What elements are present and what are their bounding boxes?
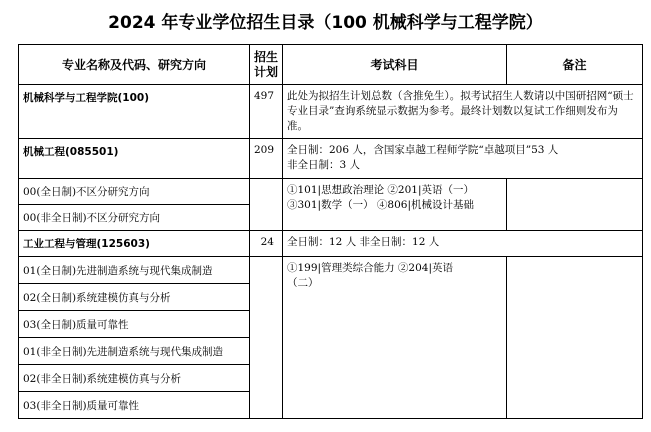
major-name: 工业工程与管理(125603) <box>19 231 250 257</box>
header-quota-line-1: 招生 <box>253 49 278 64</box>
empty-cell <box>250 179 283 231</box>
empty-cell <box>250 257 283 419</box>
direction-item: 00(非全日制)不区分研究方向 <box>19 205 250 231</box>
direction-item: 00(全日制)不区分研究方向 <box>19 179 250 205</box>
school-row <box>19 85 643 139</box>
page-title: 2024 年专业学位招生目录（100 机械科学与工程学院） <box>108 13 543 33</box>
major-quota: 24 <box>250 231 283 257</box>
header-quota-line-2: 计划 <box>253 64 278 79</box>
direction-item: 02(非全日制)系统建模仿真与分析 <box>19 365 250 392</box>
direction-item: 02(全日制)系统建模仿真与分析 <box>19 284 250 311</box>
direction-item: 03(全日制)质量可靠性 <box>19 311 250 338</box>
note-cell <box>507 179 643 231</box>
header-exam: 考试科目 <box>283 45 507 85</box>
school-text: 此处为拟招生计划总数（含推免生）。拟考试招生人数请以中国研招网“硕士专业目录”查询系统显示数据为参考。最终计划数以复试工作细则发布为准。 <box>283 85 643 139</box>
major-row-mechanical <box>19 139 643 179</box>
major-quota: 209 <box>250 139 283 179</box>
major-row-industrial <box>19 231 643 257</box>
direction-row <box>19 257 643 284</box>
plan-line: 全日制：12 人 非全日制：12 人 <box>287 236 440 248</box>
table-header-row <box>19 45 643 85</box>
header-quota <box>250 45 283 85</box>
header-note: 备注 <box>507 45 643 85</box>
exam-line: ③301|数学（一） ④806|机械设计基础 <box>287 199 474 211</box>
exam-line: （二） <box>287 277 319 289</box>
school-quota: 497 <box>250 85 283 139</box>
exam-line: ①199|管理类综合能力 ②204|英语 <box>287 262 453 274</box>
header-major: 专业名称及代码、研究方向 <box>19 45 250 85</box>
direction-item: 01(全日制)先进制造系统与现代集成制造 <box>19 257 250 284</box>
direction-item: 03(非全日制)质量可靠性 <box>19 392 250 419</box>
note-cell <box>507 257 643 419</box>
exam-subjects <box>283 179 507 231</box>
exam-line: ①101|思想政治理论 ②201|英语（一） <box>287 184 474 196</box>
plan-line: 全日制：206 人，含国家卓越工程师学院“卓越项目”53 人 <box>287 144 559 156</box>
plan-line: 非全日制：3 人 <box>287 159 361 171</box>
direction-item: 01(非全日制)先进制造系统与现代集成制造 <box>19 338 250 365</box>
catalog-table <box>18 44 643 419</box>
major-plan <box>283 231 643 257</box>
exam-subjects <box>283 257 507 419</box>
school-name: 机械科学与工程学院(100) <box>19 85 250 139</box>
major-name: 机械工程(085501) <box>19 139 250 179</box>
major-plan <box>283 139 643 179</box>
direction-row <box>19 179 643 205</box>
